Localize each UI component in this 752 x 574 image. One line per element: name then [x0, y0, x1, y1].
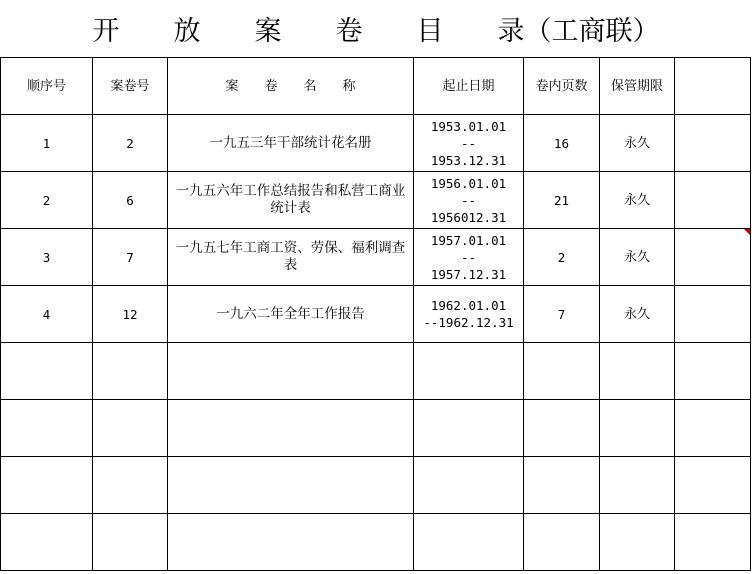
empty-cell[interactable]	[414, 343, 524, 400]
empty-cell[interactable]	[1, 343, 93, 400]
empty-cell[interactable]	[675, 343, 751, 400]
title-char: 目	[416, 16, 444, 47]
empty-cell[interactable]	[524, 343, 600, 400]
cell-page-count[interactable]: 7	[524, 286, 600, 343]
header-seq[interactable]: 顺序号	[1, 58, 93, 115]
cell-file-number[interactable]: 12	[93, 286, 168, 343]
comment-indicator-icon[interactable]	[744, 229, 750, 235]
empty-table-row	[1, 400, 751, 457]
date-line: --	[460, 249, 477, 265]
cell-seq[interactable]: 2	[1, 172, 93, 229]
empty-cell[interactable]	[600, 457, 675, 514]
empty-cell[interactable]	[524, 514, 600, 571]
empty-cell[interactable]	[524, 457, 600, 514]
cell-extra[interactable]	[675, 115, 751, 172]
empty-cell[interactable]	[1, 514, 93, 571]
cell-file-number[interactable]: 7	[93, 229, 168, 286]
date-line: --1962.12.31	[423, 315, 514, 330]
cell-date-range[interactable]	[414, 115, 524, 172]
empty-cell[interactable]	[600, 343, 675, 400]
title-char: 放	[173, 16, 201, 47]
cell-seq[interactable]: 4	[1, 286, 93, 343]
cell-extra[interactable]	[675, 286, 751, 343]
empty-cell[interactable]	[93, 343, 168, 400]
empty-cell[interactable]	[168, 343, 414, 400]
date-line: --	[460, 192, 477, 208]
empty-cell[interactable]	[414, 457, 524, 514]
title-char: 录（工商联）	[497, 16, 660, 47]
header-date-range[interactable]: 起止日期	[414, 58, 524, 115]
cell-page-count[interactable]: 2	[524, 229, 600, 286]
date-line: 1953.12.31	[430, 152, 507, 168]
title-char: 案	[254, 16, 282, 47]
empty-cell[interactable]	[168, 400, 414, 457]
cell-date-range[interactable]	[414, 286, 524, 343]
cell-file-number[interactable]: 2	[93, 115, 168, 172]
title-char: 卷	[335, 16, 363, 47]
header-extra[interactable]	[675, 58, 751, 115]
header-file-name[interactable]: 案 卷 名 称	[168, 58, 414, 115]
date-line: 1956.01.01	[430, 175, 507, 191]
header-retention[interactable]: 保管期限	[600, 58, 675, 115]
cell-file-name[interactable]: 一九六二年全年工作报告	[168, 286, 414, 343]
empty-cell[interactable]	[1, 400, 93, 457]
empty-cell[interactable]	[414, 400, 524, 457]
empty-cell[interactable]	[168, 514, 414, 571]
cell-file-number[interactable]: 6	[93, 172, 168, 229]
title-char: 开	[92, 16, 120, 47]
empty-cell[interactable]	[93, 514, 168, 571]
date-line: 1957.12.31	[430, 266, 507, 282]
cell-extra[interactable]	[675, 172, 751, 229]
cell-file-name[interactable]: 一九五三年干部统计花名册	[168, 115, 414, 172]
cell-seq[interactable]: 3	[1, 229, 93, 286]
empty-cell[interactable]	[600, 400, 675, 457]
empty-cell[interactable]	[675, 514, 751, 571]
date-line: 1957.01.01	[430, 232, 507, 248]
empty-cell[interactable]	[524, 400, 600, 457]
cell-file-name[interactable]: 一九五七年工商工资、劳保、福利调查表	[168, 229, 414, 286]
empty-table-row	[1, 457, 751, 514]
page-title	[0, 0, 752, 57]
empty-table-row	[1, 514, 751, 571]
cell-file-name[interactable]: 一九五六年工作总结报告和私营工商业统计表	[168, 172, 414, 229]
cell-retention[interactable]: 永久	[600, 115, 675, 172]
cell-extra[interactable]	[675, 229, 751, 286]
header-file-number[interactable]: 案卷号	[93, 58, 168, 115]
date-line: 1962.01.01	[430, 298, 507, 313]
date-line: 1953.01.01	[430, 118, 507, 134]
empty-cell[interactable]	[168, 457, 414, 514]
empty-cell[interactable]	[414, 514, 524, 571]
cell-page-count[interactable]: 21	[524, 172, 600, 229]
cell-retention[interactable]: 永久	[600, 229, 675, 286]
catalog-table	[0, 57, 751, 571]
title-text	[93, 9, 660, 48]
empty-cell[interactable]	[675, 457, 751, 514]
table-row	[1, 115, 751, 172]
cell-retention[interactable]: 永久	[600, 172, 675, 229]
empty-cell[interactable]	[1, 457, 93, 514]
empty-cell[interactable]	[93, 400, 168, 457]
table-row	[1, 286, 751, 343]
cell-date-range[interactable]	[414, 172, 524, 229]
empty-table-row	[1, 343, 751, 400]
table-row	[1, 172, 751, 229]
empty-cell[interactable]	[675, 400, 751, 457]
cell-retention[interactable]: 永久	[600, 286, 675, 343]
table-row	[1, 229, 751, 286]
empty-cell[interactable]	[600, 514, 675, 571]
header-page-count[interactable]: 卷内页数	[524, 58, 600, 115]
cell-seq[interactable]: 1	[1, 115, 93, 172]
cell-page-count[interactable]: 16	[524, 115, 600, 172]
date-line: 1956012.31	[430, 209, 507, 225]
empty-cell[interactable]	[93, 457, 168, 514]
header-row	[1, 58, 751, 115]
date-line: --	[460, 135, 477, 151]
cell-date-range[interactable]	[414, 229, 524, 286]
